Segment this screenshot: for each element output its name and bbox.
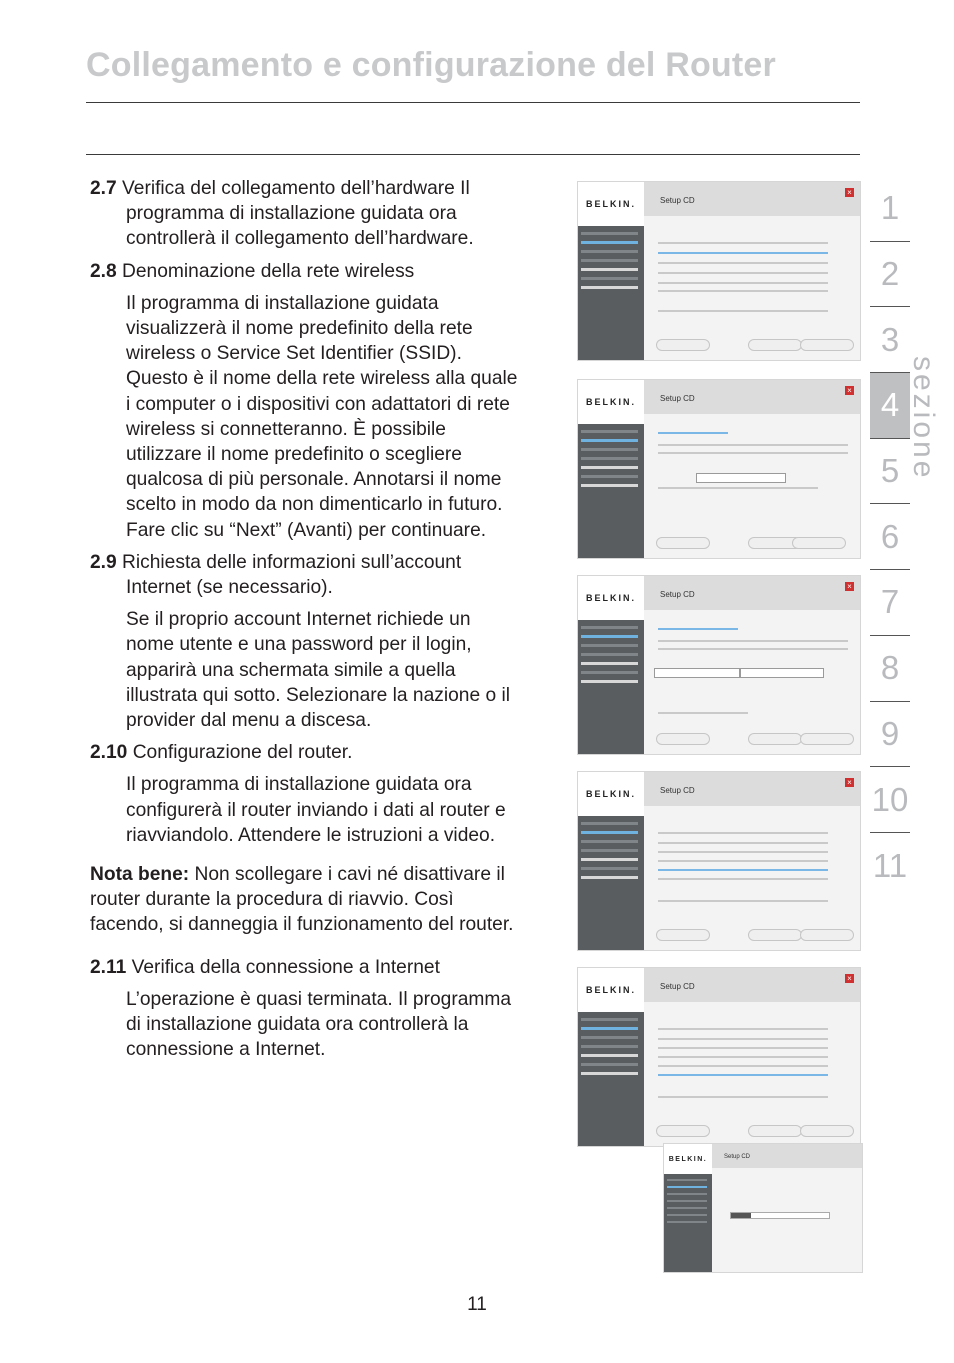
next-button [800, 339, 854, 351]
section-nav-item-11: 11 [872, 846, 908, 884]
step-line [658, 444, 848, 446]
step-line [658, 272, 828, 274]
section-heading: Denominazione della rete wireless [122, 260, 415, 282]
step-line-active [658, 252, 828, 254]
screenshot-account-info [577, 575, 861, 755]
section-heading: Verifica del collegamento dell’hardware Il programma di installazione guidata ora controllerà il collegamento dell’hardware. [122, 178, 474, 250]
section-2-8 [90, 259, 522, 284]
next-button [800, 733, 854, 745]
provider-select [740, 668, 824, 678]
section-nav-item-3: 3 [870, 307, 910, 373]
progress-fill [731, 1213, 751, 1218]
section-nav-item-10: 10 [870, 767, 910, 833]
next-button [800, 1125, 854, 1137]
screenshot-check-internet [577, 967, 861, 1147]
cancel-button [656, 1125, 710, 1137]
section-number: 2.8 [90, 260, 117, 282]
step-line [658, 1056, 828, 1058]
section-number: 2.9 [90, 551, 117, 573]
step-line [658, 290, 828, 292]
sidebar [578, 1012, 644, 1146]
sidebar [578, 226, 644, 360]
page-number: 11 [467, 1294, 487, 1315]
section-number: 2.11 [90, 956, 127, 978]
belkin-logo: BELKIN. [578, 576, 644, 620]
belkin-logo: BELKIN. [664, 1144, 712, 1174]
section-heading: Configurazione del router. [132, 742, 353, 764]
close-icon: × [845, 386, 854, 395]
sidebar [578, 424, 644, 558]
back-button [748, 1125, 802, 1137]
section-paragraph: Il programma di installazione guidata ora configurerà il router inviando i dati al router e riavviandolo. Attendere le istruzioni a video. [126, 774, 506, 846]
sidebar [578, 816, 644, 950]
section-label [907, 356, 942, 481]
section-paragraph: L’operazione è quasi terminata. Il programma di installazione guidata ora controllerà la connessione a Internet. [126, 988, 512, 1061]
section-paragraph: Il programma di installazione guidata visualizzerà il nome predefinito della rete wireless o Service Set Identifier (SSID). Questo è il nome della rete wireless alla quale i computer o i dispositivi con adattatori di rete wireless si connetteranno. È possibile utilizzare il nome predefinito o scegliere qualcosa di più personale. Annotarsi il nome scelto in modo da non dimenticarlo in futuro. Fare clic su “Next” (Avanti) per continuare. [126, 292, 518, 541]
step-line [658, 1096, 828, 1098]
section-number: 2.7 [90, 178, 117, 199]
step-line [658, 878, 828, 880]
window-title: Setup CD [660, 394, 695, 403]
step-line [658, 712, 748, 714]
content-rule [86, 154, 860, 155]
section-heading: Richiesta delle informazioni sull’account Internet (se necessario). [122, 551, 462, 599]
window-header [644, 380, 860, 414]
section-nav-item-8: 8 [870, 636, 910, 702]
window-header [644, 182, 860, 216]
cancel-button [656, 929, 710, 941]
back-button [748, 733, 802, 745]
note-label: Nota bene: [90, 864, 190, 886]
step-line [658, 262, 828, 264]
step-line [658, 282, 828, 284]
sidebar [578, 620, 644, 754]
close-icon: × [845, 582, 854, 591]
back-button [748, 929, 802, 941]
section-nav [870, 176, 910, 899]
page-title: Collegamento e configurazione del Router [86, 46, 776, 84]
window-title: Setup CD [660, 786, 695, 795]
section-nav-item-5: 5 [870, 439, 910, 505]
sidebar [664, 1174, 712, 1272]
step-line-active [658, 432, 728, 434]
step-line [658, 640, 848, 642]
screenshot-configure-router [577, 771, 861, 951]
section-nav-item-7: 7 [870, 570, 910, 636]
cancel-button [656, 733, 710, 745]
section-nav-item-2: 2 [870, 242, 910, 308]
step-line [658, 851, 828, 853]
cancel-button [656, 537, 710, 549]
note-text: Non scollegare i cavi né disattivare il router durante la procedura di riavvio. Così facendo, si danneggia il funzionamento del router. [90, 864, 514, 936]
section-2-7 [90, 176, 522, 252]
section-2-9 [90, 550, 522, 600]
close-icon: × [845, 974, 854, 983]
progress-bar [730, 1212, 830, 1219]
instructions-body [90, 176, 522, 1070]
step-line-active [658, 1074, 828, 1076]
belkin-logo: BELKIN. [578, 968, 644, 1012]
step-line [658, 452, 848, 454]
step-line [658, 1028, 828, 1030]
step-line [658, 1038, 828, 1040]
screenshot-connection-progress [663, 1143, 863, 1273]
close-icon: × [845, 188, 854, 197]
note-block [90, 862, 522, 938]
section-2-11 [90, 955, 522, 980]
step-line [658, 648, 848, 650]
section-nav-item-9: 9 [870, 702, 910, 768]
back-button [748, 339, 802, 351]
window-header [712, 1144, 862, 1168]
step-line [658, 310, 828, 312]
section-paragraph: Se il proprio account Internet richiede un nome utente e una password per il login, apparirà una schermata simile a quella illustrata qui sotto. Selezionare la nazione o il provider dal menu a discesa. [126, 609, 510, 732]
step-line [658, 900, 828, 902]
step-line [658, 842, 828, 844]
section-nav-item-4: 4 [870, 373, 910, 439]
belkin-logo: BELKIN. [578, 772, 644, 816]
step-line-active [658, 869, 828, 871]
section-label-text: sezione [907, 356, 940, 481]
cancel-button [656, 339, 710, 351]
next-button [792, 537, 846, 549]
title-rule [86, 102, 860, 103]
window-title: Setup CD [660, 590, 695, 599]
section-number: 2.10 [90, 742, 128, 764]
window-header [644, 968, 860, 1002]
section-nav-item-1: 1 [870, 176, 910, 242]
section-2-10 [90, 740, 522, 765]
window-header [644, 772, 860, 806]
section-heading: Verifica della connessione a Internet [131, 956, 440, 978]
next-button [800, 929, 854, 941]
belkin-logo: BELKIN. [578, 182, 644, 226]
window-title: Setup CD [660, 196, 695, 205]
country-select [654, 668, 740, 678]
window-header [644, 576, 860, 610]
section-nav-item-6: 6 [870, 504, 910, 570]
network-name-field [696, 473, 786, 483]
belkin-logo: BELKIN. [578, 380, 644, 424]
step-line-active [658, 628, 738, 630]
screenshot-network-name [577, 379, 861, 559]
screenshot-verify-hardware [577, 181, 861, 361]
step-line [658, 242, 828, 244]
step-line [658, 1065, 828, 1067]
step-line [658, 1047, 828, 1049]
step-line [658, 487, 818, 489]
close-icon: × [845, 778, 854, 787]
window-title: Setup CD [660, 982, 695, 991]
window-title: Setup CD [724, 1154, 751, 1160]
step-line [658, 832, 828, 834]
step-line [658, 860, 828, 862]
